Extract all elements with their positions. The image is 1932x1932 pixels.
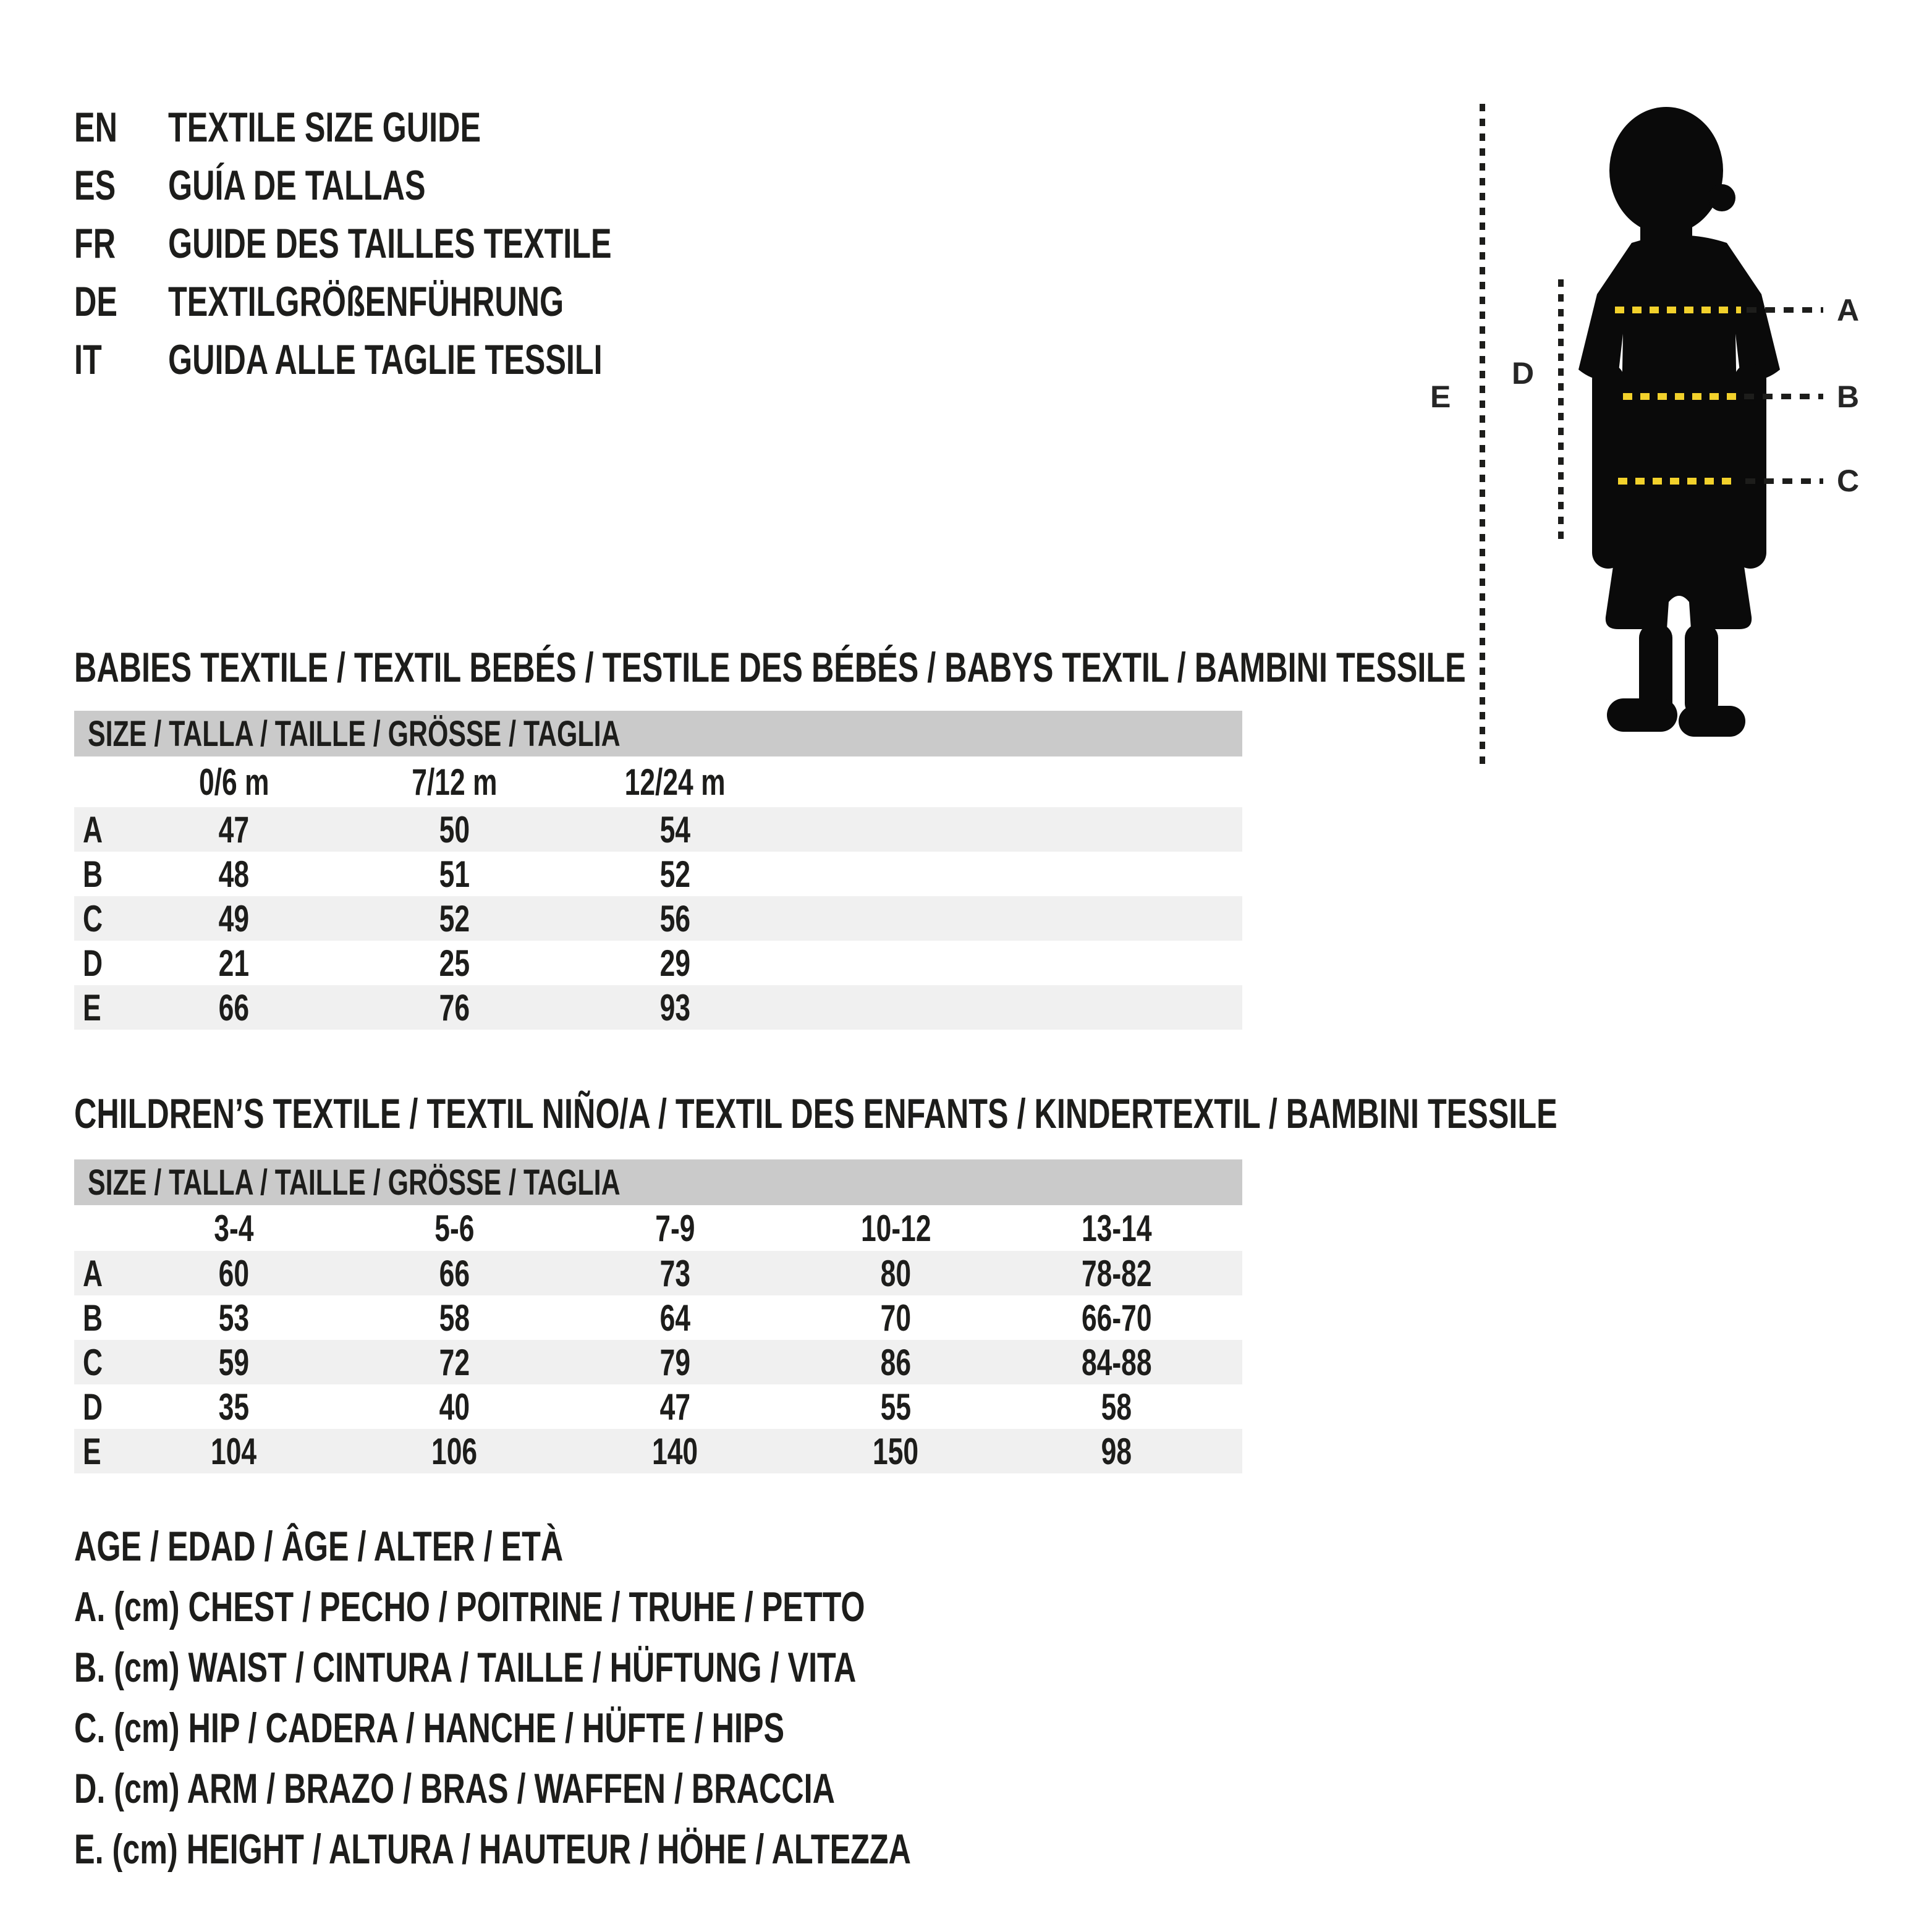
- table-cell: 55: [880, 1386, 912, 1428]
- language-code: ES: [74, 162, 116, 209]
- language-code: IT: [74, 336, 102, 383]
- table-cell: 80: [880, 1252, 912, 1294]
- table-cell: 52: [659, 853, 691, 895]
- table-cell: 40: [439, 1386, 470, 1428]
- language-title: GUÍA DE TALLAS: [168, 162, 426, 209]
- language-code: EN: [74, 104, 117, 151]
- table-cell: 52: [439, 897, 470, 939]
- table-cell: 47: [659, 1386, 691, 1428]
- children-size-header: SIZE / TALLA / TAILLE / GRÖSSE / TAGLIA: [88, 1162, 621, 1203]
- table-cell: 50: [439, 808, 470, 850]
- measure-line-c-black: [1745, 478, 1823, 484]
- row-label: C: [83, 1341, 103, 1383]
- legend-waist-line: B. (cm) WAIST / CINTURA / TAILLE / HÜFTUNG / VITA: [74, 1644, 857, 1691]
- table-cell: 73: [659, 1252, 691, 1294]
- table-cell: 35: [218, 1386, 250, 1428]
- table-cell: 66: [218, 986, 250, 1028]
- table-cell: 78-82: [1081, 1252, 1152, 1294]
- figure-label-d: D: [1512, 356, 1535, 391]
- children-table-row-e: [74, 1429, 1242, 1473]
- language-row-de: [74, 277, 939, 326]
- figure-label-e: E: [1430, 379, 1451, 414]
- language-row-it: [74, 335, 939, 384]
- table-cell: 76: [439, 986, 470, 1028]
- babies-table-row-b: [74, 852, 1242, 896]
- language-title: TEXTILE SIZE GUIDE: [168, 104, 481, 151]
- children-table-row-a: [74, 1251, 1242, 1295]
- measure-line-a-black: [1747, 307, 1823, 313]
- row-label: D: [83, 942, 103, 984]
- table-cell: 59: [218, 1341, 250, 1383]
- table-cell: 93: [659, 986, 691, 1028]
- babies-table-row-d: [74, 941, 1242, 985]
- row-label: B: [83, 1297, 103, 1339]
- babies-column-header-row: [74, 756, 1242, 807]
- table-cell: 60: [218, 1252, 250, 1294]
- table-cell: 58: [1101, 1386, 1132, 1428]
- children-column-header-row: [74, 1205, 1242, 1251]
- children-size-header-bar: [74, 1159, 1242, 1205]
- table-cell: 48: [218, 853, 250, 895]
- babies-table-row-e: [74, 985, 1242, 1030]
- language-code: FR: [74, 220, 116, 267]
- language-row-fr: [74, 219, 939, 268]
- table-cell: 140: [652, 1430, 698, 1472]
- children-column-header: 13-14: [1081, 1207, 1152, 1249]
- legend-chest-line: A. (cm) CHEST / PECHO / POITRINE / TRUHE / PETTO: [74, 1583, 865, 1630]
- table-cell: 106: [431, 1430, 478, 1472]
- table-cell: 58: [439, 1297, 470, 1339]
- babies-size-header-bar: [74, 711, 1242, 756]
- legend-hip-line: C. (cm) HIP / CADERA / HANCHE / HÜFTE / HIPS: [74, 1705, 785, 1752]
- measure-line-b-black: [1744, 394, 1823, 399]
- language-title: GUIDA ALLE TAGLIE TESSILI: [168, 336, 603, 383]
- figure-label-a: A: [1837, 293, 1860, 328]
- table-cell: 79: [659, 1341, 691, 1383]
- legend-arm-line: D. (cm) ARM / BRAZO / BRAS / WAFFEN / BRACCIA: [74, 1765, 835, 1812]
- language-title: GUIDE DES TAILLES TEXTILE: [168, 220, 612, 267]
- babies-section-title: BABIES TEXTILE / TEXTIL BEBÉS / TESTILE DES BÉBÉS / BABYS TEXTIL / BAMBINI TESSILE: [74, 644, 1466, 691]
- row-label: A: [83, 808, 103, 850]
- table-cell: 98: [1101, 1430, 1132, 1472]
- table-cell: 29: [659, 942, 691, 984]
- row-label: E: [83, 986, 101, 1028]
- babies-column-header: 7/12 m: [412, 761, 498, 803]
- table-cell: 72: [439, 1341, 470, 1383]
- table-cell: 66: [439, 1252, 470, 1294]
- table-cell: 56: [659, 897, 691, 939]
- measure-line-a-yellow: [1615, 307, 1741, 313]
- children-table-row-b: [74, 1295, 1242, 1340]
- table-cell: 64: [659, 1297, 691, 1339]
- measure-line-d: [1558, 279, 1564, 539]
- table-cell: 25: [439, 942, 470, 984]
- children-column-header: 10-12: [860, 1207, 931, 1249]
- language-code: DE: [74, 278, 117, 325]
- children-column-header: 5-6: [434, 1207, 475, 1249]
- row-label: B: [83, 853, 103, 895]
- children-column-header: 3-4: [214, 1207, 254, 1249]
- babies-column-header: 12/24 m: [625, 761, 726, 803]
- children-table-row-d: [74, 1384, 1242, 1429]
- table-cell: 49: [218, 897, 250, 939]
- figure-label-c: C: [1837, 464, 1860, 498]
- legend-age-line: AGE / EDAD / ÂGE / ALTER / ETÀ: [74, 1523, 564, 1570]
- language-title: TEXTILGRÖßENFÜHRUNG: [168, 278, 564, 325]
- babies-column-header: 0/6 m: [198, 761, 269, 803]
- table-cell: 70: [880, 1297, 912, 1339]
- measure-line-c-yellow: [1618, 478, 1739, 485]
- figure-label-b: B: [1837, 379, 1860, 414]
- table-cell: 150: [873, 1430, 919, 1472]
- table-cell: 54: [659, 808, 691, 850]
- children-section-title: CHILDREN’S TEXTILE / TEXTIL NIÑO/A / TEXTIL DES ENFANTS / KINDERTEXTIL / BAMBINI TESSILE: [74, 1090, 1557, 1137]
- table-cell: 51: [439, 853, 470, 895]
- babies-size-header: SIZE / TALLA / TAILLE / GRÖSSE / TAGLIA: [88, 713, 621, 754]
- children-table-row-c: [74, 1340, 1242, 1384]
- table-cell: 66-70: [1081, 1297, 1152, 1339]
- row-label: E: [83, 1430, 101, 1472]
- table-cell: 53: [218, 1297, 250, 1339]
- table-cell: 84-88: [1081, 1341, 1152, 1383]
- language-row-es: [74, 161, 939, 210]
- row-label: C: [83, 897, 103, 939]
- children-column-header: 7-9: [655, 1207, 695, 1249]
- babies-table-row-c: [74, 896, 1242, 941]
- table-cell: 104: [211, 1430, 257, 1472]
- row-label: D: [83, 1386, 103, 1428]
- babies-table-row-a: [74, 807, 1242, 852]
- table-cell: 86: [880, 1341, 912, 1383]
- table-cell: 21: [218, 942, 250, 984]
- row-label: A: [83, 1252, 103, 1294]
- table-cell: 47: [218, 808, 250, 850]
- language-row-en: [74, 103, 939, 152]
- legend-height-line: E. (cm) HEIGHT / ALTURA / HAUTEUR / HÖHE / ALTEZZA: [74, 1826, 911, 1873]
- measure-line-b-yellow: [1623, 393, 1738, 400]
